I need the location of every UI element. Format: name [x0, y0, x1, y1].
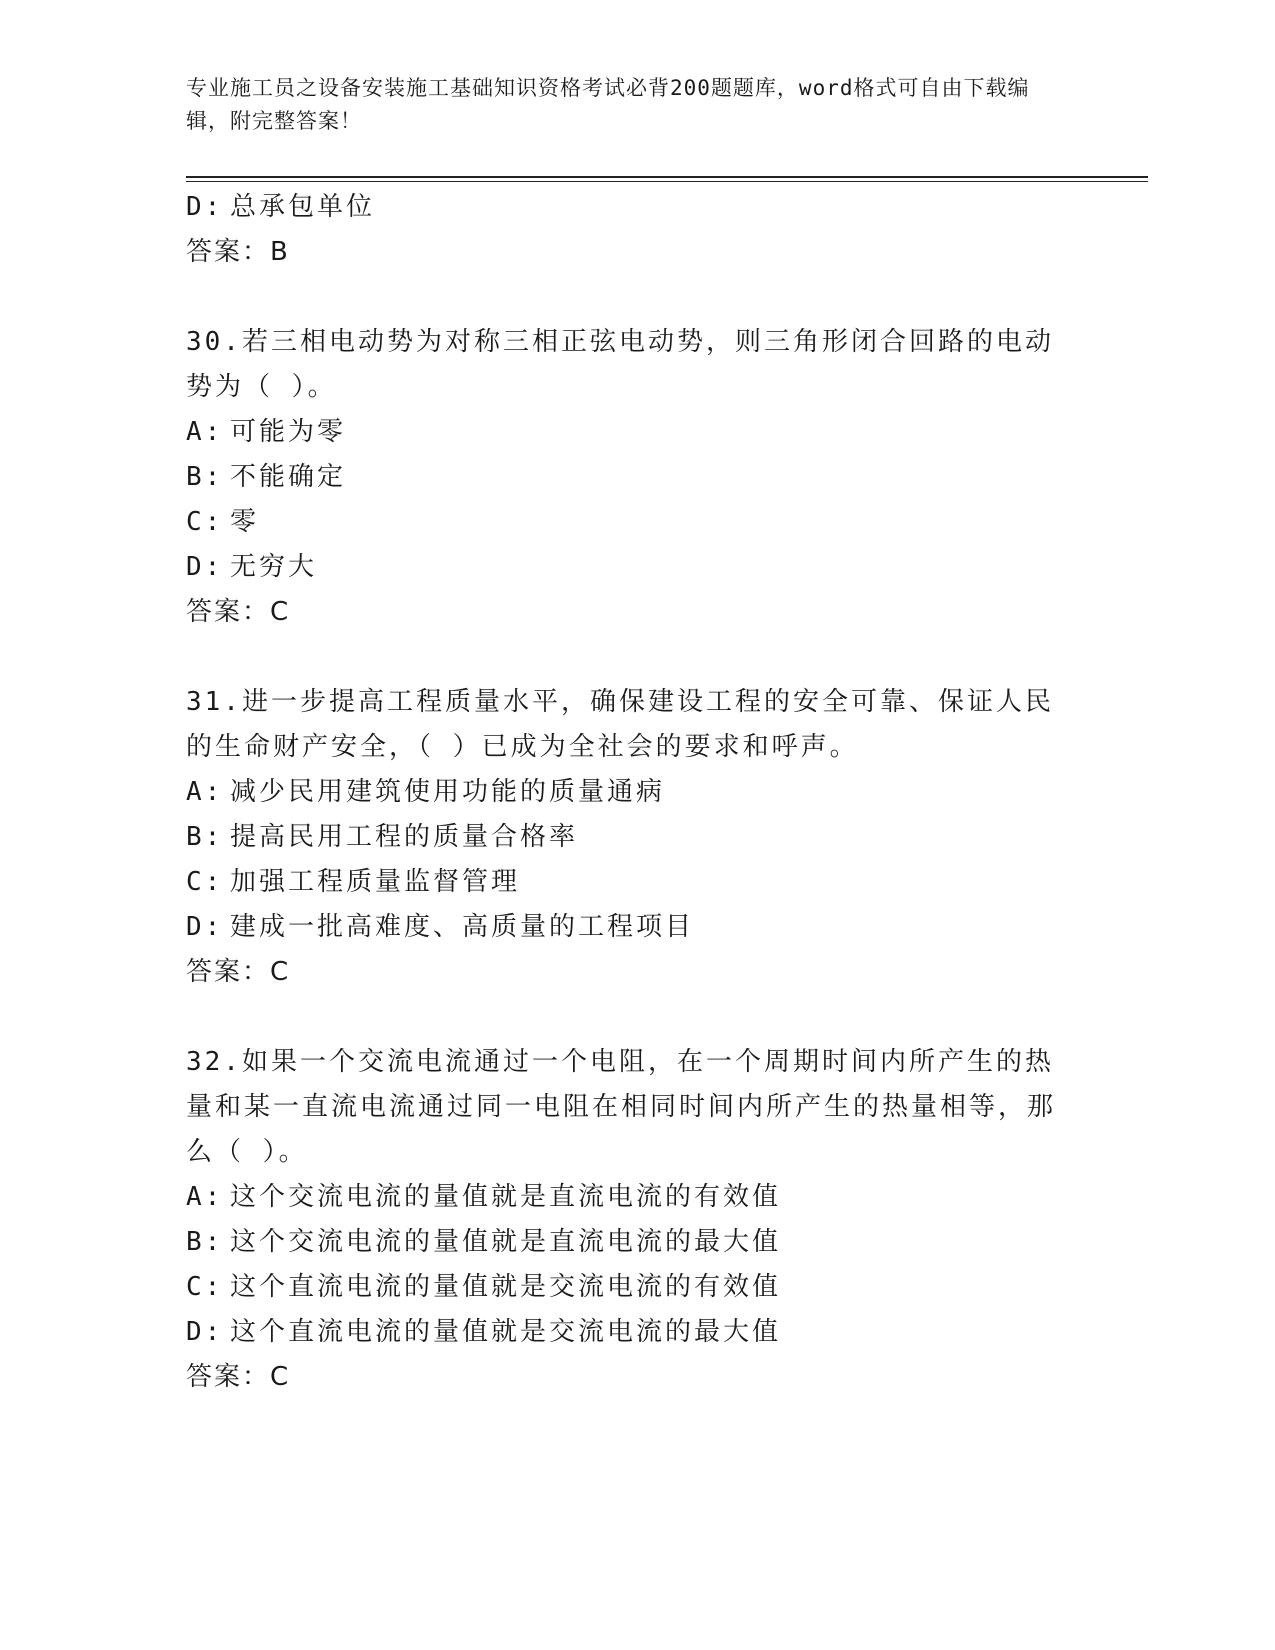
option-b — [186, 815, 1086, 860]
option-text: 提高民用工程的质量合格率 — [230, 822, 579, 852]
option-c — [186, 500, 1086, 545]
option-c — [186, 1265, 1086, 1310]
option-d — [186, 185, 1086, 230]
option-text: 零 — [230, 507, 260, 537]
option-text: 这个直流电流的量值就是交流电流的最大值 — [230, 1317, 782, 1347]
option-text: 不能确定 — [230, 462, 347, 492]
option-letter: C: — [186, 507, 224, 537]
option-letter: A: — [186, 417, 224, 447]
option-b — [186, 455, 1086, 500]
option-d — [186, 905, 1086, 950]
question-list — [186, 185, 1086, 1400]
header-divider-thick — [186, 176, 1148, 178]
option-text: 总承包单位 — [230, 192, 376, 222]
option-text: 这个交流电流的量值就是直流电流的有效值 — [230, 1182, 782, 1212]
answer-line: 答案：C — [186, 1362, 291, 1392]
option-letter: B: — [186, 822, 224, 852]
option-d — [186, 1310, 1086, 1355]
option-letter: D: — [186, 192, 224, 222]
option-d — [186, 545, 1086, 590]
option-b — [186, 1220, 1086, 1265]
option-letter: D: — [186, 912, 224, 942]
option-c — [186, 860, 1086, 905]
option-a — [186, 1175, 1086, 1220]
option-a — [186, 770, 1086, 815]
option-letter: D: — [186, 552, 224, 582]
option-text: 减少民用建筑使用功能的质量通病 — [230, 777, 666, 807]
answer-line: 答案：B — [186, 237, 290, 267]
option-text: 这个交流电流的量值就是直流电流的最大值 — [230, 1227, 782, 1257]
question-stem: 31.进一步提高工程质量水平，确保建设工程的安全可靠、保证人民的生命财产安全，（ ）已成为全社会的要求和呼声。 — [186, 687, 1054, 762]
option-text: 这个直流电流的量值就是交流电流的有效值 — [230, 1272, 782, 1302]
option-text: 可能为零 — [230, 417, 347, 447]
answer-line: 答案：C — [186, 597, 291, 627]
question-stem: 32.如果一个交流电流通过一个电阻，在一个周期时间内所产生的热量和某一直流电流通过同一电阻在相同时间内所产生的热量相等，那么（ ）。 — [186, 1047, 1057, 1167]
document-header: 专业施工员之设备安装施工基础知识资格考试必背200题题库，word格式可自由下载编辑，附完整答案！ — [186, 76, 1030, 133]
option-text: 加强工程质量监督管理 — [230, 867, 521, 897]
option-letter: D: — [186, 1317, 224, 1347]
option-letter: B: — [186, 1227, 224, 1257]
option-text: 建成一批高难度、高质量的工程项目 — [230, 912, 695, 942]
option-letter: B: — [186, 462, 224, 492]
question-stem: 30.若三相电动势为对称三相正弦电动势，则三角形闭合回路的电动势为（ ）。 — [186, 327, 1054, 402]
header-divider-thin — [186, 181, 1148, 182]
option-letter: A: — [186, 777, 224, 807]
option-letter: C: — [186, 1272, 224, 1302]
option-text: 无穷大 — [230, 552, 318, 582]
option-letter: A: — [186, 1182, 224, 1212]
option-a — [186, 410, 1086, 455]
answer-line: 答案：C — [186, 957, 291, 987]
option-letter: C: — [186, 867, 224, 897]
